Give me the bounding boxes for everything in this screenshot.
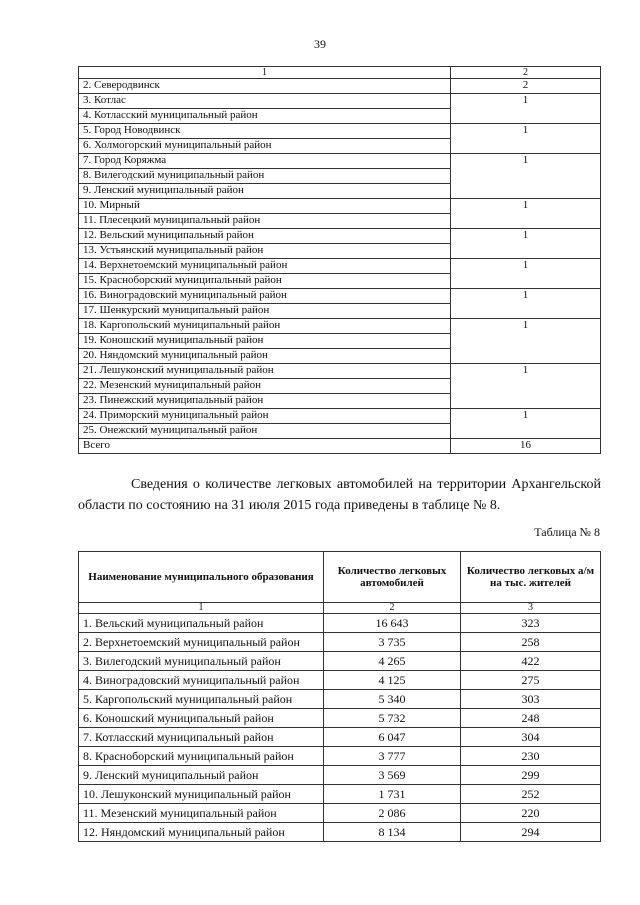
car-count-table: [78, 551, 601, 842]
table-row: [79, 804, 601, 823]
district-name: 2. Северодвинск: [79, 79, 451, 94]
car-count: 1 731: [324, 785, 461, 804]
header-municipality: Наименование муниципального образования: [79, 552, 324, 603]
district-name: 12. Вельский муниципальный район: [79, 229, 451, 244]
district-name: 20. Няндомский муниципальный район: [79, 349, 451, 364]
table-row: [79, 319, 601, 334]
group-value: 1: [451, 124, 601, 154]
cars-per-thousand: 258: [461, 633, 601, 652]
cars-per-thousand: 220: [461, 804, 601, 823]
col-number-3: 3: [461, 603, 601, 614]
table-caption: Таблица № 8: [534, 525, 600, 539]
district-name: 4. Котласский муниципальный район: [79, 109, 451, 124]
group-value: 1: [451, 319, 601, 364]
table-row: [79, 652, 601, 671]
municipality-name: 5. Каргопольский муниципальный район: [79, 690, 324, 709]
districts-summary-table: [78, 66, 601, 454]
municipality-name: 6. Коношский муниципальный район: [79, 709, 324, 728]
table-row: [79, 364, 601, 379]
cars-per-thousand: 304: [461, 728, 601, 747]
cars-per-thousand: 303: [461, 690, 601, 709]
cars-per-thousand: 230: [461, 747, 601, 766]
municipality-name: 1. Вельский муниципальный район: [79, 614, 324, 633]
table-row: [79, 79, 601, 94]
group-value: 1: [451, 289, 601, 319]
municipality-name: 9. Ленский муниципальный район: [79, 766, 324, 785]
table-row: [79, 785, 601, 804]
header-cars-per-thousand: Количество легковых а/м на тыс. жителей: [461, 552, 601, 603]
district-name: 13. Устьянский муниципальный район: [79, 244, 451, 259]
municipality-name: 11. Мезенский муниципальный район: [79, 804, 324, 823]
total-row: [79, 439, 601, 454]
group-value: 1: [451, 94, 601, 124]
car-count: 16 643: [324, 614, 461, 633]
district-name: 17. Шенкурский муниципальный район: [79, 304, 451, 319]
cars-per-thousand: 422: [461, 652, 601, 671]
table2-header-row: [79, 552, 601, 603]
col-number-1: 1: [79, 603, 324, 614]
municipality-name: 12. Няндомский муниципальный район: [79, 823, 324, 842]
municipality-name: 7. Котласский муниципальный район: [79, 728, 324, 747]
col-number-2: 2: [324, 603, 461, 614]
table1-col-2-header: 2: [451, 67, 601, 79]
page-number: 39: [314, 37, 326, 51]
municipality-name: 4. Виноградовский муниципальный район: [79, 671, 324, 690]
municipality-name: 10. Лешуконский муниципальный район: [79, 785, 324, 804]
car-count: 5 340: [324, 690, 461, 709]
car-count: 8 134: [324, 823, 461, 842]
intro-paragraph: [78, 474, 601, 516]
cars-per-thousand: 248: [461, 709, 601, 728]
cars-per-thousand: 275: [461, 671, 601, 690]
district-name: 25. Онежский муниципальный район: [79, 424, 451, 439]
district-name: 23. Пинежский муниципальный район: [79, 394, 451, 409]
table-row: [79, 409, 601, 424]
car-count: 6 047: [324, 728, 461, 747]
car-count: 3 777: [324, 747, 461, 766]
table-row: [79, 747, 601, 766]
group-value: 1: [451, 229, 601, 259]
car-count: 2 086: [324, 804, 461, 823]
table-row: [79, 259, 601, 274]
paragraph-line-1: Сведения о количестве легковых автомобилей на территории Архангельской: [131, 477, 601, 492]
table1-col-1-header: 1: [79, 67, 451, 79]
car-count: 3 569: [324, 766, 461, 785]
car-count: 5 732: [324, 709, 461, 728]
district-name: 7. Город Коряжма: [79, 154, 451, 169]
paragraph-line-2: области по состоянию на 31 июля 2015 года приведены в таблице № 8.: [78, 498, 501, 513]
table-row: [79, 690, 601, 709]
group-value: 1: [451, 409, 601, 439]
municipality-name: 3. Вилегодский муниципальный район: [79, 652, 324, 671]
group-value: 1: [451, 259, 601, 289]
group-value: 2: [451, 79, 601, 94]
district-name: 14. Верхнетоемский муниципальный район: [79, 259, 451, 274]
table-row: [79, 94, 601, 109]
car-count: 4 125: [324, 671, 461, 690]
table-row: [79, 823, 601, 842]
district-name: 16. Виноградовский муниципальный район: [79, 289, 451, 304]
table-row: [79, 709, 601, 728]
table-row: [79, 671, 601, 690]
district-name: 10. Мирный: [79, 199, 451, 214]
table-row: [79, 289, 601, 304]
district-name: 6. Холмогорский муниципальный район: [79, 139, 451, 154]
cars-per-thousand: 323: [461, 614, 601, 633]
district-name: 5. Город Новодвинск: [79, 124, 451, 139]
table1-header-row: [79, 67, 601, 79]
column-number-row: [79, 603, 601, 614]
cars-per-thousand: 294: [461, 823, 601, 842]
header-car-count: Количество легковых автомобилей: [324, 552, 461, 603]
cars-per-thousand: 252: [461, 785, 601, 804]
group-value: 1: [451, 154, 601, 199]
table-row: [79, 154, 601, 169]
table-row: [79, 614, 601, 633]
district-name: 18. Каргопольский муниципальный район: [79, 319, 451, 334]
district-name: 9. Ленский муниципальный район: [79, 184, 451, 199]
district-name: 3. Котлас: [79, 94, 451, 109]
total-value: 16: [451, 439, 601, 454]
district-name: 11. Плесецкий муниципальный район: [79, 214, 451, 229]
table-row: [79, 229, 601, 244]
group-value: 1: [451, 364, 601, 409]
group-value: 1: [451, 199, 601, 229]
table-row: [79, 199, 601, 214]
cars-per-thousand: 299: [461, 766, 601, 785]
municipality-name: 8. Красноборский муниципальный район: [79, 747, 324, 766]
car-count: 4 265: [324, 652, 461, 671]
municipality-name: 2. Верхнетоемский муниципальный район: [79, 633, 324, 652]
district-name: 24. Приморский муниципальный район: [79, 409, 451, 424]
table-row: [79, 633, 601, 652]
district-name: 15. Красноборский муниципальный район: [79, 274, 451, 289]
district-name: 8. Вилегодский муниципальный район: [79, 169, 451, 184]
table-row: [79, 766, 601, 785]
district-name: 22. Мезенский муниципальный район: [79, 379, 451, 394]
table-row: [79, 728, 601, 747]
total-label: Всего: [79, 439, 451, 454]
car-count: 3 735: [324, 633, 461, 652]
district-name: 21. Лешуконский муниципальный район: [79, 364, 451, 379]
district-name: 19. Коношский муниципальный район: [79, 334, 451, 349]
table-row: [79, 124, 601, 139]
